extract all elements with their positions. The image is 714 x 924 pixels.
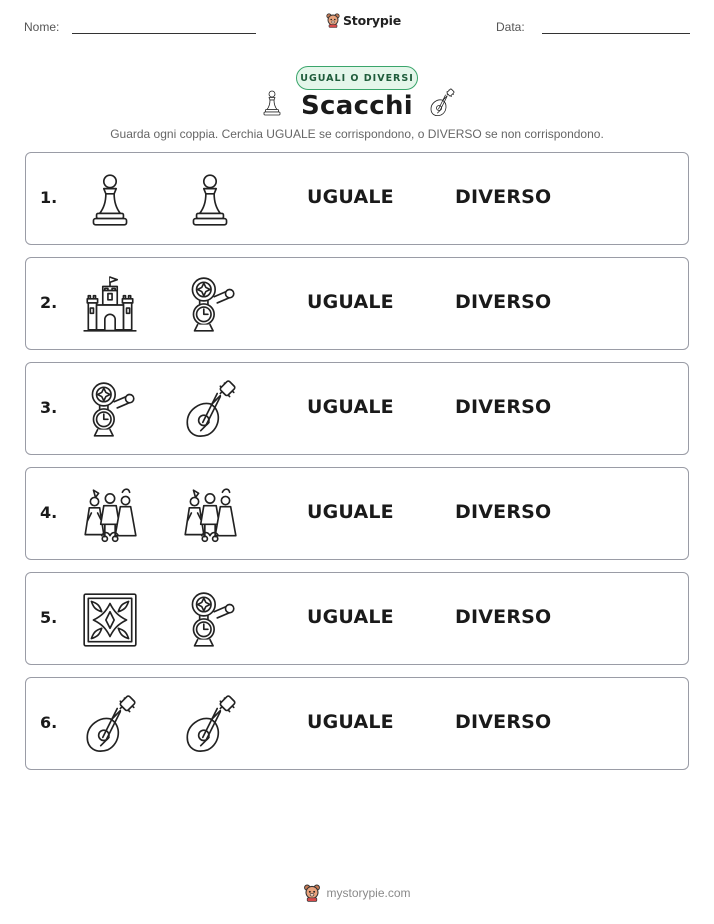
instructions: Guarda ogni coppia. Cerchia UGUALE se corrispondono, o DIVERSO se non corrispondono. (110, 127, 604, 141)
diverso-option[interactable]: DIVERSO (455, 291, 552, 313)
exercise-row (25, 677, 689, 770)
lute-icon (179, 379, 241, 441)
page-title: Scacchi (300, 90, 414, 121)
clock-icon (179, 274, 241, 336)
diverso-option[interactable]: DIVERSO (455, 711, 552, 733)
tile-icon (79, 589, 141, 651)
exercise-number: 1. (40, 188, 58, 207)
footer-url: mystorypie.com (326, 886, 411, 900)
exercise-number: 5. (40, 608, 58, 627)
storypie-bear-icon (303, 884, 321, 902)
exercise-number: 4. (40, 503, 58, 522)
lute-icon (179, 694, 241, 756)
people-icon (179, 484, 241, 546)
uguale-option[interactable]: UGUALE (307, 711, 394, 733)
uguale-option[interactable]: UGUALE (307, 396, 394, 418)
diverso-option[interactable]: DIVERSO (455, 501, 552, 523)
name-label: Nome: (24, 20, 60, 34)
footer (0, 884, 714, 902)
exercise-row (25, 467, 689, 560)
clock-icon (179, 589, 241, 651)
uguale-option[interactable]: UGUALE (307, 606, 394, 628)
people-icon (79, 484, 141, 546)
pawn-icon (179, 169, 241, 231)
lute-icon (79, 694, 141, 756)
lute-icon (427, 88, 457, 123)
uguale-option[interactable]: UGUALE (307, 501, 394, 523)
clock-icon (79, 379, 141, 441)
diverso-option[interactable]: DIVERSO (455, 186, 552, 208)
exercise-row (25, 572, 689, 665)
date-field[interactable] (542, 33, 690, 34)
name-field[interactable] (72, 33, 256, 34)
date-label: Data: (496, 20, 525, 34)
exercise-row (25, 362, 689, 455)
exercise-number: 2. (40, 293, 58, 312)
storypie-bear-icon (326, 13, 340, 28)
diverso-option[interactable]: DIVERSO (455, 396, 552, 418)
title-row (0, 88, 714, 123)
exercise-number: 6. (40, 713, 58, 732)
exercise-number: 3. (40, 398, 58, 417)
castle-icon (79, 274, 141, 336)
uguale-option[interactable]: UGUALE (307, 291, 394, 313)
exercise-row (25, 257, 689, 350)
exercise-row (25, 152, 689, 245)
diverso-option[interactable]: DIVERSO (455, 606, 552, 628)
uguale-option[interactable]: UGUALE (307, 186, 394, 208)
brand-logo (326, 13, 401, 28)
pawn-icon (79, 169, 141, 231)
worksheet-type-badge: UGUALI O DIVERSI (296, 66, 418, 90)
brand-name: Storypie (343, 13, 401, 28)
pawn-icon (257, 88, 287, 123)
